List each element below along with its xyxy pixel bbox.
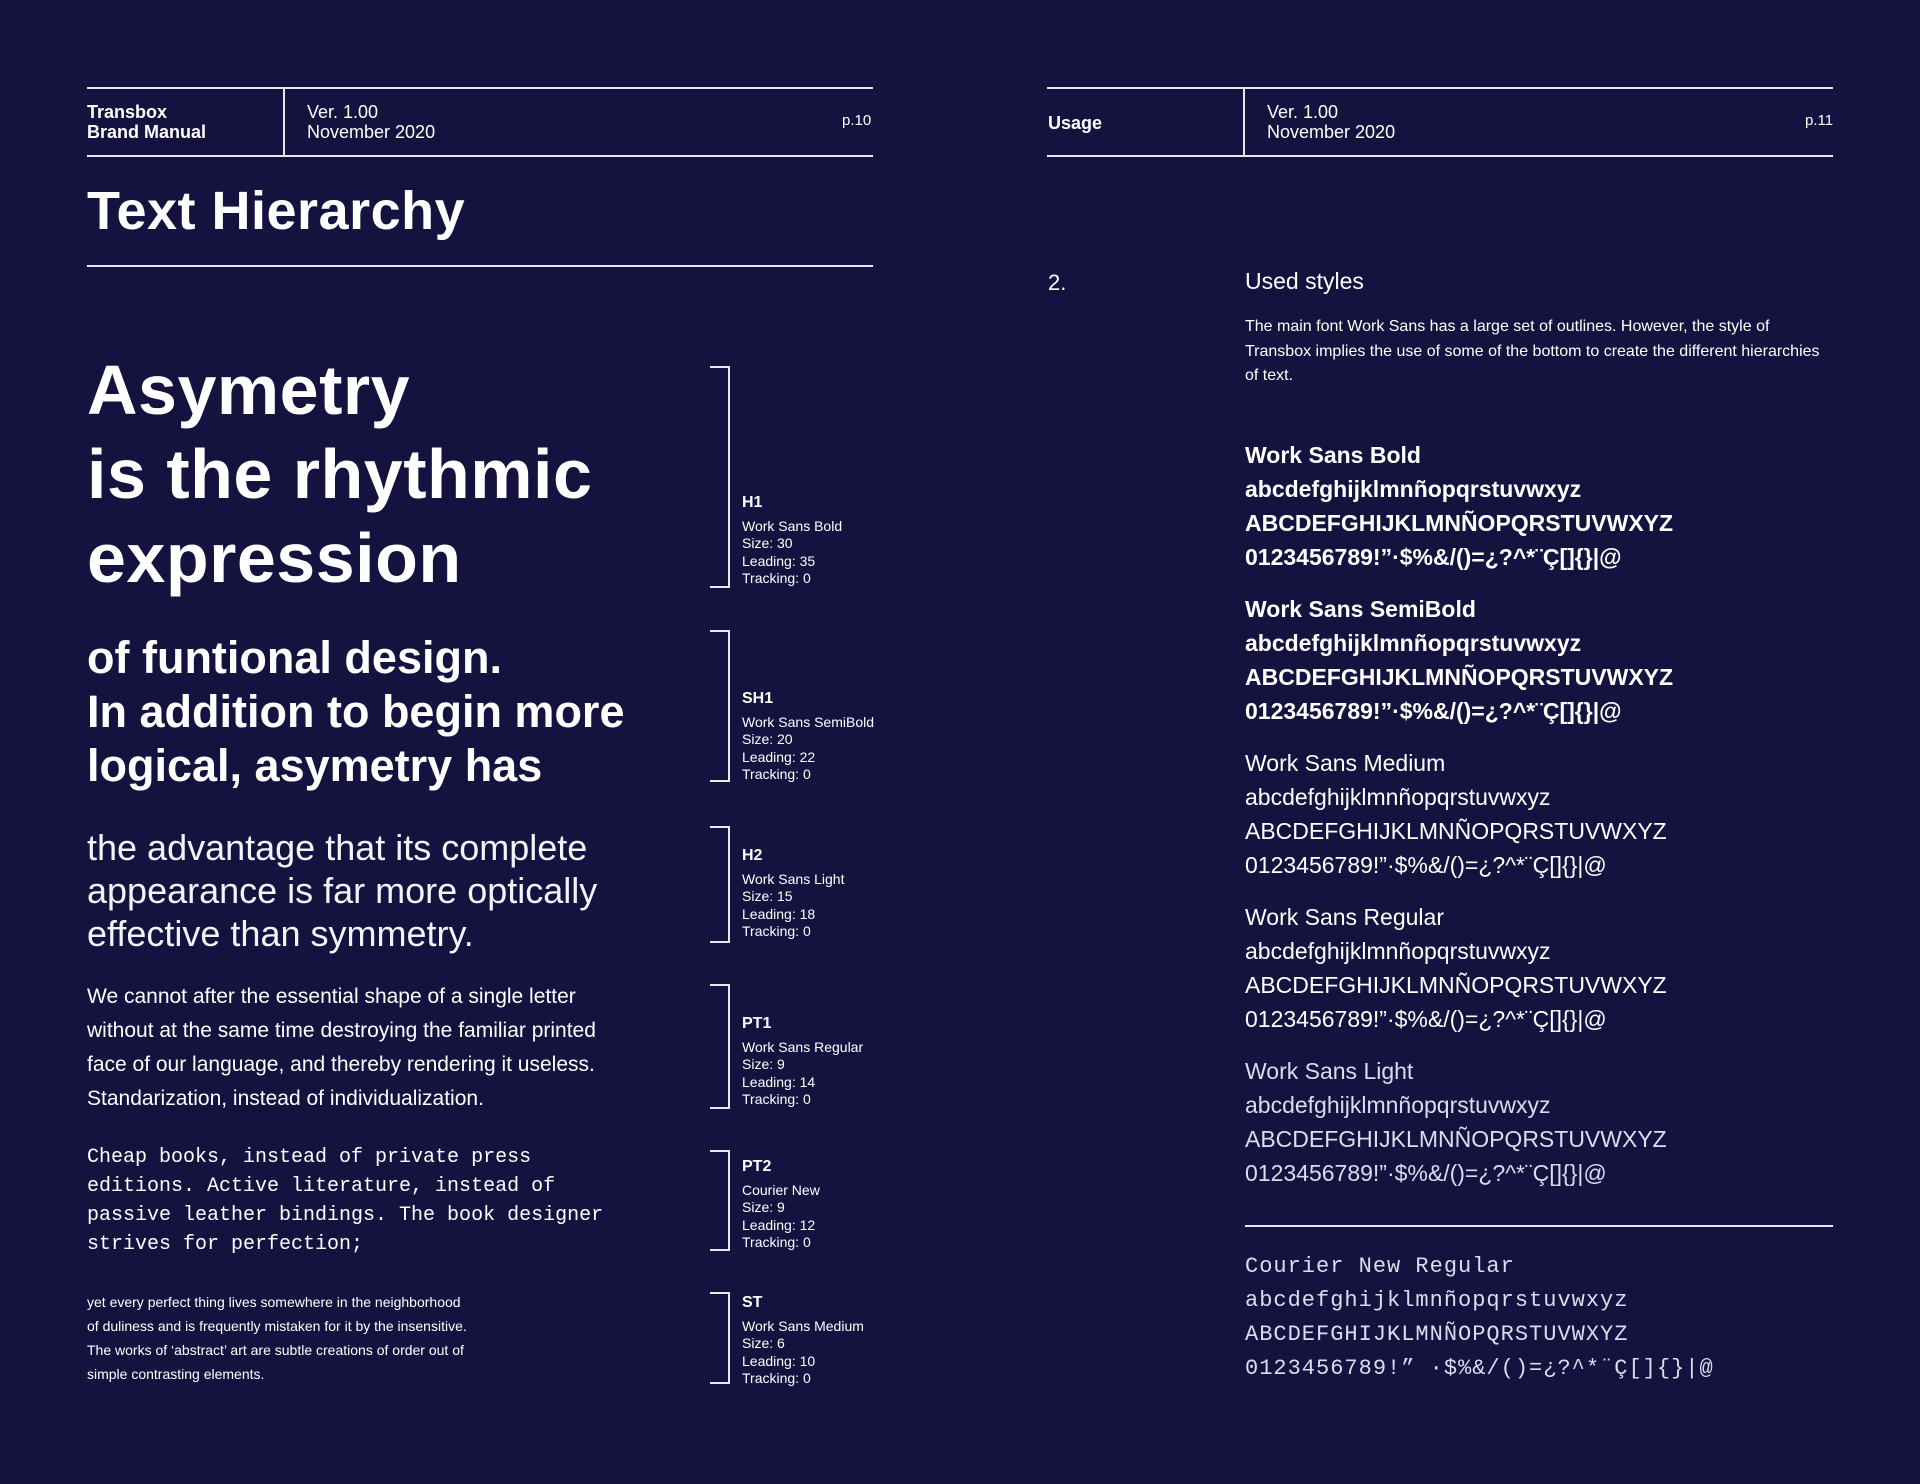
spec-code: PT2 [742, 1158, 772, 1175]
header-divider [283, 87, 285, 157]
version-info: Ver. 1.00 November 2020 [307, 102, 436, 142]
spec-code: H2 [742, 847, 763, 864]
pt1-sample: We cannot after the essential shape of a single letter without at the same time destroying the familiar printed face of our language, and thereby rendering it useless. Standarization, instead of individualization. [87, 985, 596, 1110]
pt2-bracket [710, 1150, 730, 1251]
st-sample: yet every perfect thing lives somewhere in the neighborhood of duliness and is frequently mistaken for it by the insensitive. The works of ‘abstract’ art are subtle creations of order out of simple contrasting elements. [87, 1294, 467, 1382]
spec-code: PT1 [742, 1015, 772, 1032]
sh1-spec: SH1 Work Sans SemiBold Size: 20 Leading: 22 Tracking: 0 [742, 690, 875, 782]
st-bracket [710, 1292, 730, 1384]
font-set-light: Work Sans Light abcdefghijklmnñopqrstuvwxyz ABCDEFGHIJKLMNÑOPQRSTUVWXYZ 0123456789!”·$%&/()=¿?^*¨Ç[]{}|@ [1245, 1054, 1667, 1190]
font-set-bold: Work Sans Bold abcdefghijklmnñopqrstuvwxyz ABCDEFGHIJKLMNÑOPQRSTUVWXYZ 0123456789!”·$%&/()=¿?^*¨Ç[]{}|@ [1245, 438, 1673, 574]
page-number: p.10 [842, 112, 872, 129]
spec-code: ST [742, 1294, 763, 1311]
header-bottom-rule [87, 155, 873, 157]
pt2-spec: PT2 Courier New Size: 9 Leading: 12 Tracking: 0 [742, 1158, 820, 1250]
spec-code: SH1 [742, 690, 774, 707]
title-rule [87, 265, 873, 267]
font-set-medium: Work Sans Medium abcdefghijklmnñopqrstuvwxyz ABCDEFGHIJKLMNÑOPQRSTUVWXYZ 0123456789!”·$%&/()=¿?^*¨Ç[]{}|@ [1245, 746, 1667, 882]
page-number: p.11 [1805, 112, 1834, 129]
header-divider [1243, 87, 1245, 157]
header-bottom-rule [1047, 155, 1833, 157]
section-name: Usage [1048, 113, 1103, 133]
brand-name: Transbox Brand Manual [87, 102, 207, 142]
h2-bracket [710, 826, 730, 943]
h1-sample: Asymetry is the rhythmic expression [87, 351, 593, 597]
sh1-sample: of funtional design. In addition to begin more logical, asymetry has [87, 632, 625, 791]
h1-spec: H1 Work Sans Bold Size: 30 Leading: 35 Tracking: 0 [742, 494, 843, 586]
section-title: Used styles [1245, 268, 1364, 294]
h2-spec: H2 Work Sans Light Size: 15 Leading: 18 Tracking: 0 [742, 847, 845, 939]
font-set-name: Courier New Regular [1245, 1254, 1515, 1279]
st-spec: ST Work Sans Medium Size: 6 Leading: 10 Tracking: 0 [742, 1294, 864, 1386]
h1-bracket [710, 366, 730, 588]
pt1-spec: PT1 Work Sans Regular Size: 9 Leading: 14 Tracking: 0 [742, 1015, 864, 1107]
h2-sample: the advantage that its complete appearance is far more optically effective than symmetry. [87, 827, 598, 954]
spec-code: H1 [742, 494, 763, 511]
section-description: The main font Work Sans has a large set of outlines. However, the style of Transbox implies the use of some of the bottom to create the different hierarchies of text. [1245, 318, 1820, 384]
font-set-name: Work Sans Regular [1245, 904, 1444, 930]
pt2-sample: Cheap books, instead of private press editions. Active literature, instead of passive leather bindings. The book designer strives for perfection; [87, 1146, 604, 1256]
font-set-name: Work Sans Light [1245, 1058, 1414, 1084]
pt1-bracket [710, 984, 730, 1109]
font-set-name: Work Sans SemiBold [1245, 596, 1476, 622]
font-set-semibold: Work Sans SemiBold abcdefghijklmnñopqrstuvwxyz ABCDEFGHIJKLMNÑOPQRSTUVWXYZ 0123456789!”·$%&/()=¿?^*¨Ç[]{}|@ [1245, 592, 1673, 728]
version-info: Ver. 1.00 November 2020 [1267, 102, 1396, 142]
font-set-regular: Work Sans Regular abcdefghijklmnñopqrstuvwxyz ABCDEFGHIJKLMNÑOPQRSTUVWXYZ 0123456789!”·$%&/()=¿?^*¨Ç[]{}|@ [1245, 900, 1667, 1036]
font-set-divider [1245, 1225, 1833, 1227]
font-set-name: Work Sans Medium [1245, 750, 1446, 776]
sh1-bracket [710, 630, 730, 782]
font-set-name: Work Sans Bold [1245, 442, 1421, 468]
section-number: 2. [1048, 270, 1067, 295]
header-top-rule [1047, 87, 1833, 89]
font-set-courier: Courier New Regular abcdefghijklmnñopqrstuvwxyz ABCDEFGHIJKLMNÑOPQRSTUVWXYZ 0123456789!” ·$%&/()=¿?^*¨Ç[]{}|@ [1245, 1250, 1714, 1386]
page-title: Text Hierarchy [87, 181, 466, 241]
header-top-rule [87, 87, 873, 89]
